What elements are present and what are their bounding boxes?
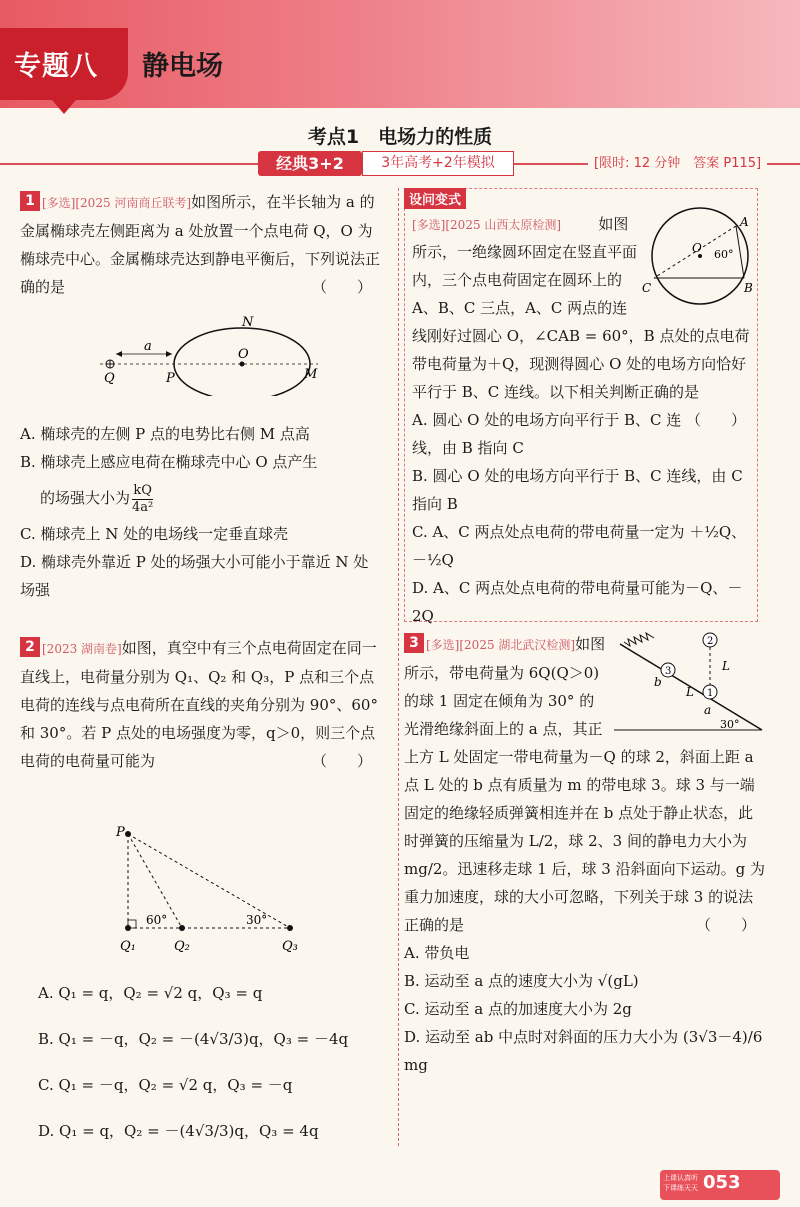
column-divider — [398, 188, 399, 1146]
label-b: b — [654, 675, 662, 689]
header-divider — [0, 108, 800, 116]
answer-paren: （ ） — [685, 411, 746, 429]
label-M: M — [304, 367, 318, 382]
option-c: C. 椭球壳上 N 处的电场线一定垂直球壳 — [20, 525, 289, 543]
variant-tag: 设问变式 — [404, 188, 466, 209]
label-30: 30° — [720, 718, 740, 731]
option-b: B. 圆心 O 处的电场方向平行于 B、C 连线，由 C 指向 B — [412, 467, 743, 513]
question-3 — [404, 630, 766, 1079]
time-limit: [限时: 12 分钟 答案 P115] — [588, 151, 767, 176]
ball-2: 2 — [707, 636, 714, 647]
label-a: a — [704, 703, 712, 717]
label-A: A — [740, 215, 749, 229]
option-a: A. 带负电 — [404, 944, 470, 962]
option-b-cont — [20, 476, 382, 520]
answer-paren: （ ） — [311, 278, 372, 296]
label-Q3: Q₃ — [282, 939, 298, 954]
label-30: 30° — [246, 913, 268, 927]
option-a: A. Q₁ = q，Q₂ = √2 q，Q₃ = q — [38, 984, 263, 1002]
option-b: B. Q₁ = －q，Q₂ = －(4√3/3)q，Q₃ = －4q — [38, 1030, 349, 1048]
ellipsoid-figure — [96, 316, 336, 396]
label-P: P — [116, 825, 125, 840]
label-P: P — [166, 371, 175, 386]
option-b: B. 椭球壳上感应电荷在椭球壳中心 O 点产生 — [20, 453, 318, 471]
topic-name: 静电场 — [142, 51, 223, 82]
option-c: C. 运动至 a 点的加速度大小为 2g — [404, 1000, 632, 1018]
label-60: 60° — [146, 913, 168, 927]
question-source: [多选][2025 山西太原检测] — [412, 218, 562, 232]
label-a: a — [144, 339, 152, 354]
page-number: 053 — [703, 1172, 741, 1193]
question-stem: 如图，真空中有三个点电荷固定在同一直线上，电荷量分别为 Q₁、Q₂ 和 Q₃，P 点和三个点电荷的连线与点电荷所在直线的夹角分别为 90°、60°和 30°。若 P 点处的电场强度为零，q＞0，则三个点电荷的电荷量可能为 — [20, 639, 378, 770]
option-c: C. A、C 两点处点电荷的带电荷量一定为 ＋½Q、－½Q — [412, 523, 747, 569]
label-60: 60° — [714, 248, 734, 261]
label-Q: Q — [104, 371, 115, 386]
question-2 — [20, 634, 382, 775]
option-d: D. 运动至 ab 中点时对斜面的压力大小为 (3√3－4)/6 mg — [404, 1028, 763, 1074]
footer-slogan — [663, 1173, 703, 1193]
topic-tag-label: 专题八 — [14, 51, 98, 82]
label-Q1: Q₁ — [120, 939, 136, 954]
topic-tag-pointer — [52, 100, 76, 114]
option-b: B. 运动至 a 点的速度大小为 √(gL) — [404, 972, 639, 990]
label-C: C — [642, 281, 652, 295]
question-source: [多选][2025 湖北武汉检测] — [426, 638, 576, 652]
model-label: 3年高考+2年模拟 — [362, 151, 514, 176]
question-number: 1 — [20, 191, 40, 211]
three-charges-figure — [110, 822, 310, 962]
question-2-options — [38, 970, 382, 1154]
question-source: [多选][2025 河南商丘联考] — [42, 196, 192, 210]
label-O: O — [238, 347, 249, 362]
question-source: [2023 湖南卷] — [42, 642, 122, 656]
label-B: B — [744, 281, 753, 295]
section-title: 考点1 电场力的性质 — [307, 126, 493, 148]
option-a: A. 椭球壳的左侧 P 点的电势比右侧 M 点高 — [20, 425, 310, 443]
question-number: 3 — [404, 633, 424, 653]
question-number: 2 — [20, 637, 40, 657]
label-N: N — [242, 316, 254, 330]
answer-paren: （ ） — [695, 916, 756, 934]
fraction-num: kQ — [133, 482, 152, 498]
option-d: D. 椭球壳外靠近 P 处的场强大小可能小于靠近 N 处场强 — [20, 553, 369, 599]
ball-1: 1 — [707, 688, 714, 699]
option-d: D. A、C 两点处点电荷的带电荷量可能为－Q、－2Q — [412, 579, 743, 625]
option-b-text: 的场强大小为 — [40, 489, 131, 507]
label-O: O — [692, 241, 702, 255]
slogan-line-1: 上课认真听 — [663, 1174, 698, 1182]
slogan-line-2: 下课练天天 — [663, 1184, 698, 1192]
option-d: D. Q₁ = q，Q₂ = －(4√3/3)q，Q₃ = 4q — [38, 1122, 319, 1140]
question-stem: 如图所示，在半长轴为 a 的金属椭球壳左侧距离为 a 处放置一个点电荷 Q，O 为椭球壳中心。金属椭球壳达到静电平衡后，下列说法正确的是 — [20, 193, 381, 296]
classic-label: 经典3+2 — [258, 151, 362, 176]
question-1-options — [20, 420, 382, 604]
label-L-slope: L — [686, 685, 694, 699]
question-stem: 如图所示，带电荷量为 6Q(Q＞0) 的球 1 固定在倾角为 30° 的光滑绝缘斜面上的 a 点，其正上方 L 处固定一带电荷量为－Q 的球 2，斜面上距 a 点 L 处的 b 点有质量为 m 的带电球 3。球 3 与一端固定的绝缘轻质弹簧相连并在 b 点处于静止状态，此时弹簧的压缩量为 L/2，球 2、3 间的静电力大小为 mg/2。迅速移走球 1 后，球 3 沿斜面向下运动。g 为重力加速度，球的大小可忽略，下列关于球 3 的说法正确的是 — [404, 635, 765, 934]
variant-stem — [412, 210, 756, 630]
question-stem: 如图所示，一绝缘圆环固定在竖直平面内，三个点电荷固定在圆环上的 A、B、C 三点，A、C 两点的连线刚好过圆心 O，∠CAB = 60°，B 点处的点电荷带电荷量为＋Q，现测得圆心 O 处的电场方向恰好平行于 B、C 连线。以下相关判断正确的是 — [412, 215, 750, 401]
answer-paren: （ ） — [311, 752, 372, 770]
fraction-den: 4a² — [132, 499, 154, 515]
option-c: C. Q₁ = －q，Q₂ = √2 q，Q₃ = －q — [38, 1076, 293, 1094]
label-L-vert: L — [722, 659, 730, 673]
ball-3: 3 — [665, 666, 672, 677]
question-1 — [20, 188, 382, 301]
option-a: A. 圆心 O 处的电场方向平行于 B、C 连线，由 B 指向 C — [412, 411, 682, 457]
section-band — [0, 151, 800, 177]
fraction-kq — [132, 483, 153, 516]
label-Q2: Q₂ — [174, 939, 190, 954]
